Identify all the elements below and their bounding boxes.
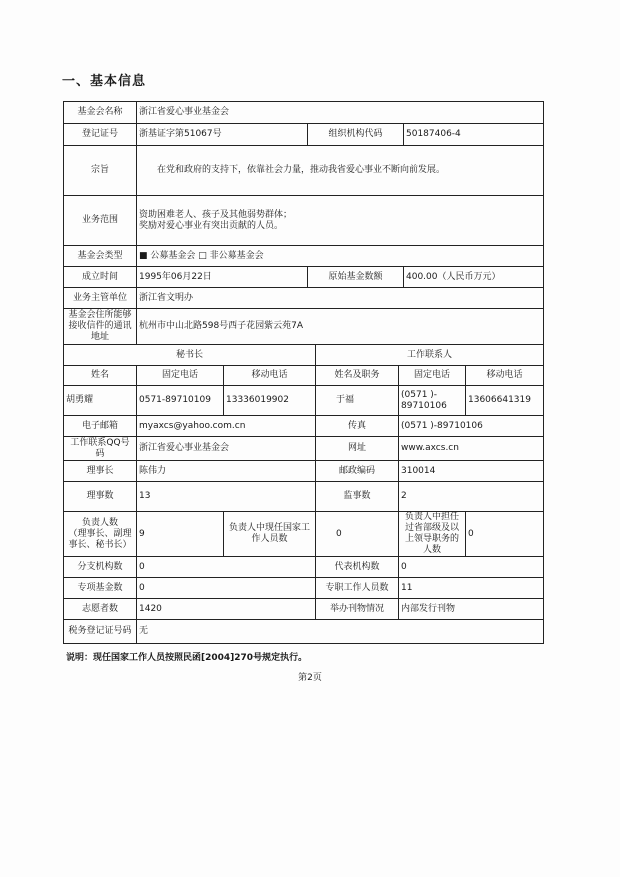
special-funds-value: 0: [137, 578, 316, 599]
supervisor-label: 业务主管单位: [64, 288, 137, 309]
col-name: 姓名: [64, 366, 137, 386]
fax-label: 传真: [316, 416, 399, 437]
row-address: [64, 309, 544, 345]
directors-label: 理事数: [64, 482, 137, 512]
chairman-value: 陈伟力: [137, 461, 316, 482]
purpose-value: 在党和政府的支持下，依靠社会力量，推动我省爱心事业不断向前发展。: [137, 146, 544, 196]
row-chairman-postcode: [64, 461, 544, 482]
type-value: ■ 公募基金会 □ 非公募基金会: [137, 246, 544, 267]
contact-header: 工作联系人: [316, 345, 544, 366]
directors-value: 13: [137, 482, 316, 512]
original-fund-label: 原始基金数额: [308, 267, 404, 288]
scope-value: 资助困难老人、孩子及其他弱势群体； 奖励对爱心事业有突出贡献的人员。: [137, 196, 544, 246]
contact-name: 于福: [316, 386, 399, 416]
row-branches: [64, 557, 544, 578]
foundation-name-value: 浙江省爱心事业基金会: [137, 102, 544, 124]
supervisors-label: 监事数: [316, 482, 399, 512]
established-label: 成立时间: [64, 267, 137, 288]
secretary-name: 胡勇耀: [64, 386, 137, 416]
basic-info-table: [63, 101, 544, 644]
type-label: 基金会类型: [64, 246, 137, 267]
postcode-label: 邮政编码: [316, 461, 399, 482]
col-mobile: 移动电话: [224, 366, 316, 386]
leaders-officials-value: 0: [466, 512, 544, 557]
postcode-value: 310014: [399, 461, 544, 482]
email-label: 电子邮箱: [64, 416, 137, 437]
row-tax: [64, 620, 544, 644]
volunteers-label: 志愿者数: [64, 599, 137, 620]
row-supervisor: [64, 288, 544, 309]
row-foundation-name: [64, 102, 544, 124]
original-fund-value: 400.00（人民币万元）: [404, 267, 544, 288]
row-volunteers: [64, 599, 544, 620]
reg-no-value: 浙基证字第51067号: [137, 124, 308, 146]
row-type: [64, 246, 544, 267]
contact-phone: (0571 )- 89710106: [399, 386, 466, 416]
col-name-position: 姓名及职务: [316, 366, 399, 386]
reg-no-label: 登记证号: [64, 124, 137, 146]
leaders-label: 负责人数 （理事长、副理事长、秘书长）: [64, 512, 137, 557]
col-mobile2: 移动电话: [466, 366, 544, 386]
secretary-phone: 0571-89710109: [137, 386, 224, 416]
tax-value: 无: [137, 620, 544, 644]
scope-label: 业务范围: [64, 196, 137, 246]
row-leaders: [64, 512, 544, 557]
fulltime-staff-value: 11: [399, 578, 544, 599]
secretary-mobile: 13336019902: [224, 386, 316, 416]
supervisor-value: 浙江省文明办: [137, 288, 544, 309]
footnote: 说明：现任国家工作人员按照民函[2004]270号规定执行。: [66, 653, 308, 663]
org-code-value: 50187406-4: [404, 124, 544, 146]
rep-offices-label: 代表机构数: [316, 557, 399, 578]
row-email-fax: [64, 416, 544, 437]
email-value: myaxcs@yahoo.com.cn: [137, 416, 316, 437]
tax-label: 税务登记证号码: [64, 620, 137, 644]
row-people: [64, 386, 544, 416]
page-number: 第2页: [298, 673, 322, 683]
leaders-staff-value: 0: [316, 512, 399, 557]
leaders-staff-label: 负责人中现任国家工作人员数: [224, 512, 316, 557]
row-scope: [64, 196, 544, 246]
volunteers-value: 1420: [137, 599, 316, 620]
row-directors-supervisors: [64, 482, 544, 512]
special-funds-label: 专项基金数: [64, 578, 137, 599]
org-code-label: 组织机构代码: [308, 124, 404, 146]
row-established: [64, 267, 544, 288]
secretary-header: 秘书长: [64, 345, 316, 366]
rep-offices-value: 0: [399, 557, 544, 578]
col-phone: 固定电话: [137, 366, 224, 386]
address-value: 杭州市中山北路598号西子花园紫云苑7A: [137, 309, 544, 345]
fulltime-staff-label: 专职工作人员数: [316, 578, 399, 599]
leaders-value: 9: [137, 512, 224, 557]
branches-value: 0: [137, 557, 316, 578]
row-registration: [64, 124, 544, 146]
established-value: 1995年06月22日: [137, 267, 308, 288]
contact-mobile: 13606641319: [466, 386, 544, 416]
qq-value: 浙江省爱心事业基金会: [137, 437, 316, 461]
row-qq-website: [64, 437, 544, 461]
row-special-funds: [64, 578, 544, 599]
website-value: www.axcs.cn: [399, 437, 544, 461]
fax-value: (0571 )-89710106: [399, 416, 544, 437]
publications-label: 举办刊物情况: [316, 599, 399, 620]
col-phone2: 固定电话: [399, 366, 466, 386]
supervisors-value: 2: [399, 482, 544, 512]
website-label: 网址: [316, 437, 399, 461]
row-purpose: [64, 146, 544, 196]
chairman-label: 理事长: [64, 461, 137, 482]
purpose-label: 宗旨: [64, 146, 137, 196]
publications-value: 内部发行刊物: [399, 599, 544, 620]
section-title: 一、基本信息: [62, 74, 147, 89]
foundation-name-label: 基金会名称: [64, 102, 137, 124]
address-label: 基金会住所能够接收信件的通讯地址: [64, 309, 137, 345]
row-column-headers: [64, 366, 544, 386]
branches-label: 分支机构数: [64, 557, 137, 578]
qq-label: 工作联系QQ号码: [64, 437, 137, 461]
row-contact-headers: [64, 345, 544, 366]
leaders-officials-label: 负责人中担任过省部级及以上领导职务的人数: [399, 512, 466, 557]
